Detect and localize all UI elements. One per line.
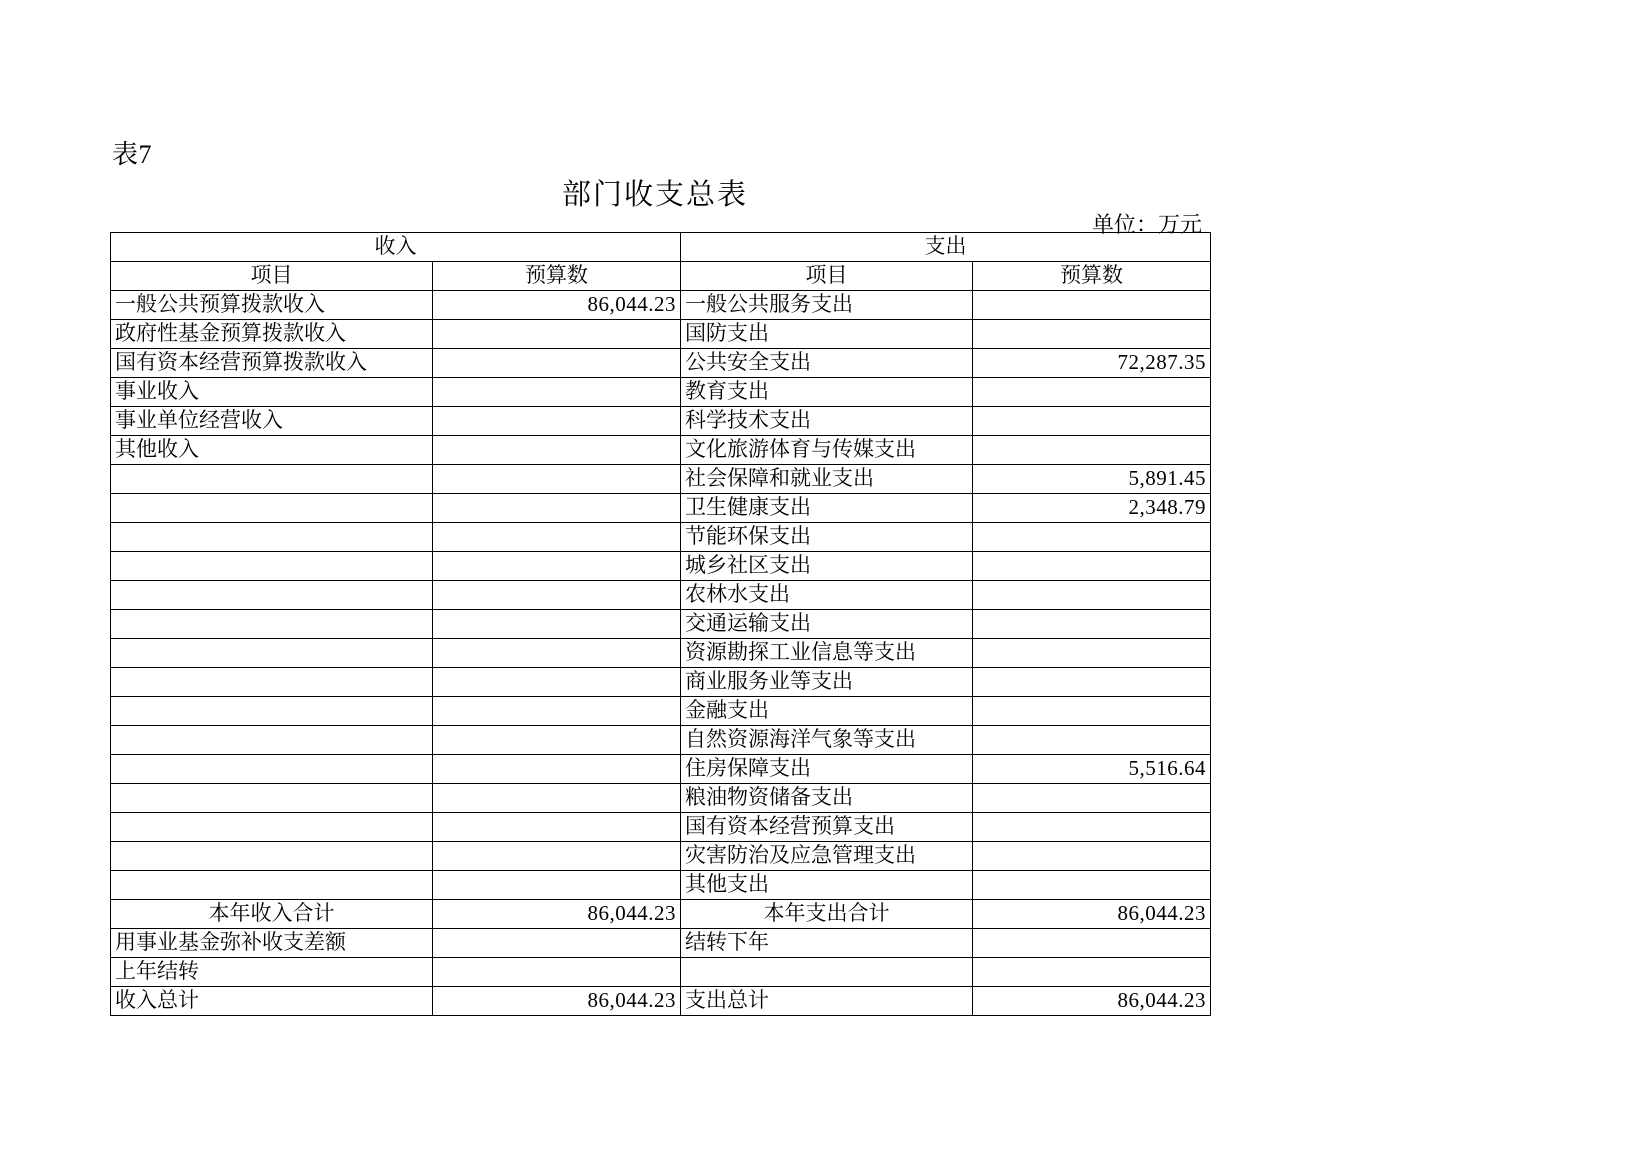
cell-expense-value (973, 842, 1211, 871)
table-row (111, 581, 1211, 610)
cell-income-value (433, 349, 681, 378)
cell-income-item (111, 726, 433, 755)
cell-income-value (433, 958, 681, 987)
cell-income-value: 86,044.23 (433, 987, 681, 1016)
cell-expense-item: 公共安全支出 (681, 349, 973, 378)
column-header-expense-value: 预算数 (973, 262, 1211, 291)
cell-income-value (433, 523, 681, 552)
table-summary-row (111, 987, 1211, 1016)
table-summary-row (111, 900, 1211, 929)
table-row (111, 842, 1211, 871)
cell-income-value (433, 407, 681, 436)
cell-expense-value (973, 784, 1211, 813)
cell-expense-value (973, 697, 1211, 726)
table-summary-row (111, 929, 1211, 958)
table-row (111, 378, 1211, 407)
cell-income-value (433, 552, 681, 581)
cell-income-item: 事业收入 (111, 378, 433, 407)
table-row (111, 465, 1211, 494)
cell-expense-item: 科学技术支出 (681, 407, 973, 436)
table-row (111, 813, 1211, 842)
table-row (111, 871, 1211, 900)
table-group-header-row (111, 233, 1211, 262)
cell-expense-item: 国防支出 (681, 320, 973, 349)
cell-income-item (111, 552, 433, 581)
cell-income-value: 86,044.23 (433, 291, 681, 320)
cell-income-value (433, 465, 681, 494)
cell-income-value (433, 639, 681, 668)
cell-expense-item: 粮油物资储备支出 (681, 784, 973, 813)
cell-expense-value (973, 436, 1211, 465)
cell-expense-value (973, 581, 1211, 610)
cell-income-item: 收入总计 (111, 987, 433, 1016)
cell-income-value (433, 784, 681, 813)
cell-expense-item: 商业服务业等支出 (681, 668, 973, 697)
table-row (111, 349, 1211, 378)
table-row (111, 639, 1211, 668)
column-header-income-item: 项目 (111, 262, 433, 291)
cell-income-value (433, 755, 681, 784)
cell-expense-item: 节能环保支出 (681, 523, 973, 552)
cell-expense-item: 结转下年 (681, 929, 973, 958)
cell-income-value (433, 668, 681, 697)
cell-expense-value: 72,287.35 (973, 349, 1211, 378)
cell-expense-value (973, 929, 1211, 958)
cell-expense-item: 灾害防治及应急管理支出 (681, 842, 973, 871)
cell-expense-value: 86,044.23 (973, 987, 1211, 1016)
cell-income-item: 其他收入 (111, 436, 433, 465)
cell-expense-item: 一般公共服务支出 (681, 291, 973, 320)
cell-expense-value: 5,891.45 (973, 465, 1211, 494)
cell-expense-value (973, 813, 1211, 842)
cell-expense-item: 住房保障支出 (681, 755, 973, 784)
cell-income-value (433, 697, 681, 726)
table-row (111, 320, 1211, 349)
column-header-expense-item: 项目 (681, 262, 973, 291)
cell-income-item: 本年收入合计 (111, 900, 433, 929)
cell-expense-item: 文化旅游体育与传媒支出 (681, 436, 973, 465)
table-row (111, 291, 1211, 320)
cell-income-value (433, 494, 681, 523)
cell-expense-item: 卫生健康支出 (681, 494, 973, 523)
cell-expense-value (973, 407, 1211, 436)
cell-expense-value (973, 610, 1211, 639)
cell-income-item (111, 465, 433, 494)
page-title: 部门收支总表 (561, 179, 748, 211)
cell-expense-item: 支出总计 (681, 987, 973, 1016)
cell-income-value: 86,044.23 (433, 900, 681, 929)
cell-expense-item: 金融支出 (681, 697, 973, 726)
cell-income-item: 一般公共预算拨款收入 (111, 291, 433, 320)
table-row (111, 668, 1211, 697)
table-row (111, 494, 1211, 523)
table-column-header-row (111, 262, 1211, 291)
cell-income-item (111, 639, 433, 668)
cell-expense-item: 本年支出合计 (681, 900, 973, 929)
group-header-income: 收入 (111, 233, 681, 262)
table-row (111, 552, 1211, 581)
table-row (111, 436, 1211, 465)
cell-income-item (111, 610, 433, 639)
cell-income-item (111, 755, 433, 784)
cell-expense-item: 教育支出 (681, 378, 973, 407)
cell-expense-value (973, 668, 1211, 697)
cell-expense-value: 5,516.64 (973, 755, 1211, 784)
cell-income-value (433, 726, 681, 755)
cell-expense-value (973, 871, 1211, 900)
sheet-label: 表7 (112, 140, 153, 169)
cell-income-value (433, 929, 681, 958)
table-row (111, 755, 1211, 784)
cell-expense-value (973, 639, 1211, 668)
table-row (111, 726, 1211, 755)
cell-income-item (111, 784, 433, 813)
cell-expense-item: 国有资本经营预算支出 (681, 813, 973, 842)
cell-income-item (111, 697, 433, 726)
cell-expense-value (973, 726, 1211, 755)
cell-income-value (433, 581, 681, 610)
cell-expense-item (681, 958, 973, 987)
cell-expense-value (973, 552, 1211, 581)
table-row (111, 697, 1211, 726)
cell-income-value (433, 320, 681, 349)
cell-income-item (111, 842, 433, 871)
table-summary-row (111, 958, 1211, 987)
cell-expense-value (973, 523, 1211, 552)
table-row (111, 610, 1211, 639)
cell-expense-item: 城乡社区支出 (681, 552, 973, 581)
cell-income-item: 事业单位经营收入 (111, 407, 433, 436)
cell-expense-item: 其他支出 (681, 871, 973, 900)
cell-income-item (111, 494, 433, 523)
cell-income-value (433, 378, 681, 407)
unit-note: 单位：万元 (1091, 212, 1202, 237)
cell-income-item (111, 668, 433, 697)
cell-income-value (433, 871, 681, 900)
cell-income-item: 政府性基金预算拨款收入 (111, 320, 433, 349)
cell-income-item: 用事业基金弥补收支差额 (111, 929, 433, 958)
cell-expense-item: 交通运输支出 (681, 610, 973, 639)
cell-income-item (111, 871, 433, 900)
table-row (111, 407, 1211, 436)
cell-expense-item: 自然资源海洋气象等支出 (681, 726, 973, 755)
cell-income-item (111, 813, 433, 842)
cell-expense-value (973, 320, 1211, 349)
group-header-expense: 支出 (681, 233, 1211, 262)
cell-income-value (433, 813, 681, 842)
cell-income-value (433, 842, 681, 871)
cell-expense-item: 社会保障和就业支出 (681, 465, 973, 494)
cell-expense-item: 资源勘探工业信息等支出 (681, 639, 973, 668)
cell-expense-item: 农林水支出 (681, 581, 973, 610)
cell-expense-value: 86,044.23 (973, 900, 1211, 929)
column-header-income-value: 预算数 (433, 262, 681, 291)
cell-income-item: 上年结转 (111, 958, 433, 987)
cell-income-value (433, 436, 681, 465)
cell-expense-value (973, 291, 1211, 320)
cell-income-value (433, 610, 681, 639)
table-row (111, 523, 1211, 552)
cell-income-item (111, 581, 433, 610)
cell-income-item: 国有资本经营预算拨款收入 (111, 349, 433, 378)
cell-expense-value (973, 378, 1211, 407)
cell-expense-value: 2,348.79 (973, 494, 1211, 523)
cell-income-item (111, 523, 433, 552)
budget-summary-table (110, 232, 1211, 1016)
cell-expense-value (973, 958, 1211, 987)
table-row (111, 784, 1211, 813)
